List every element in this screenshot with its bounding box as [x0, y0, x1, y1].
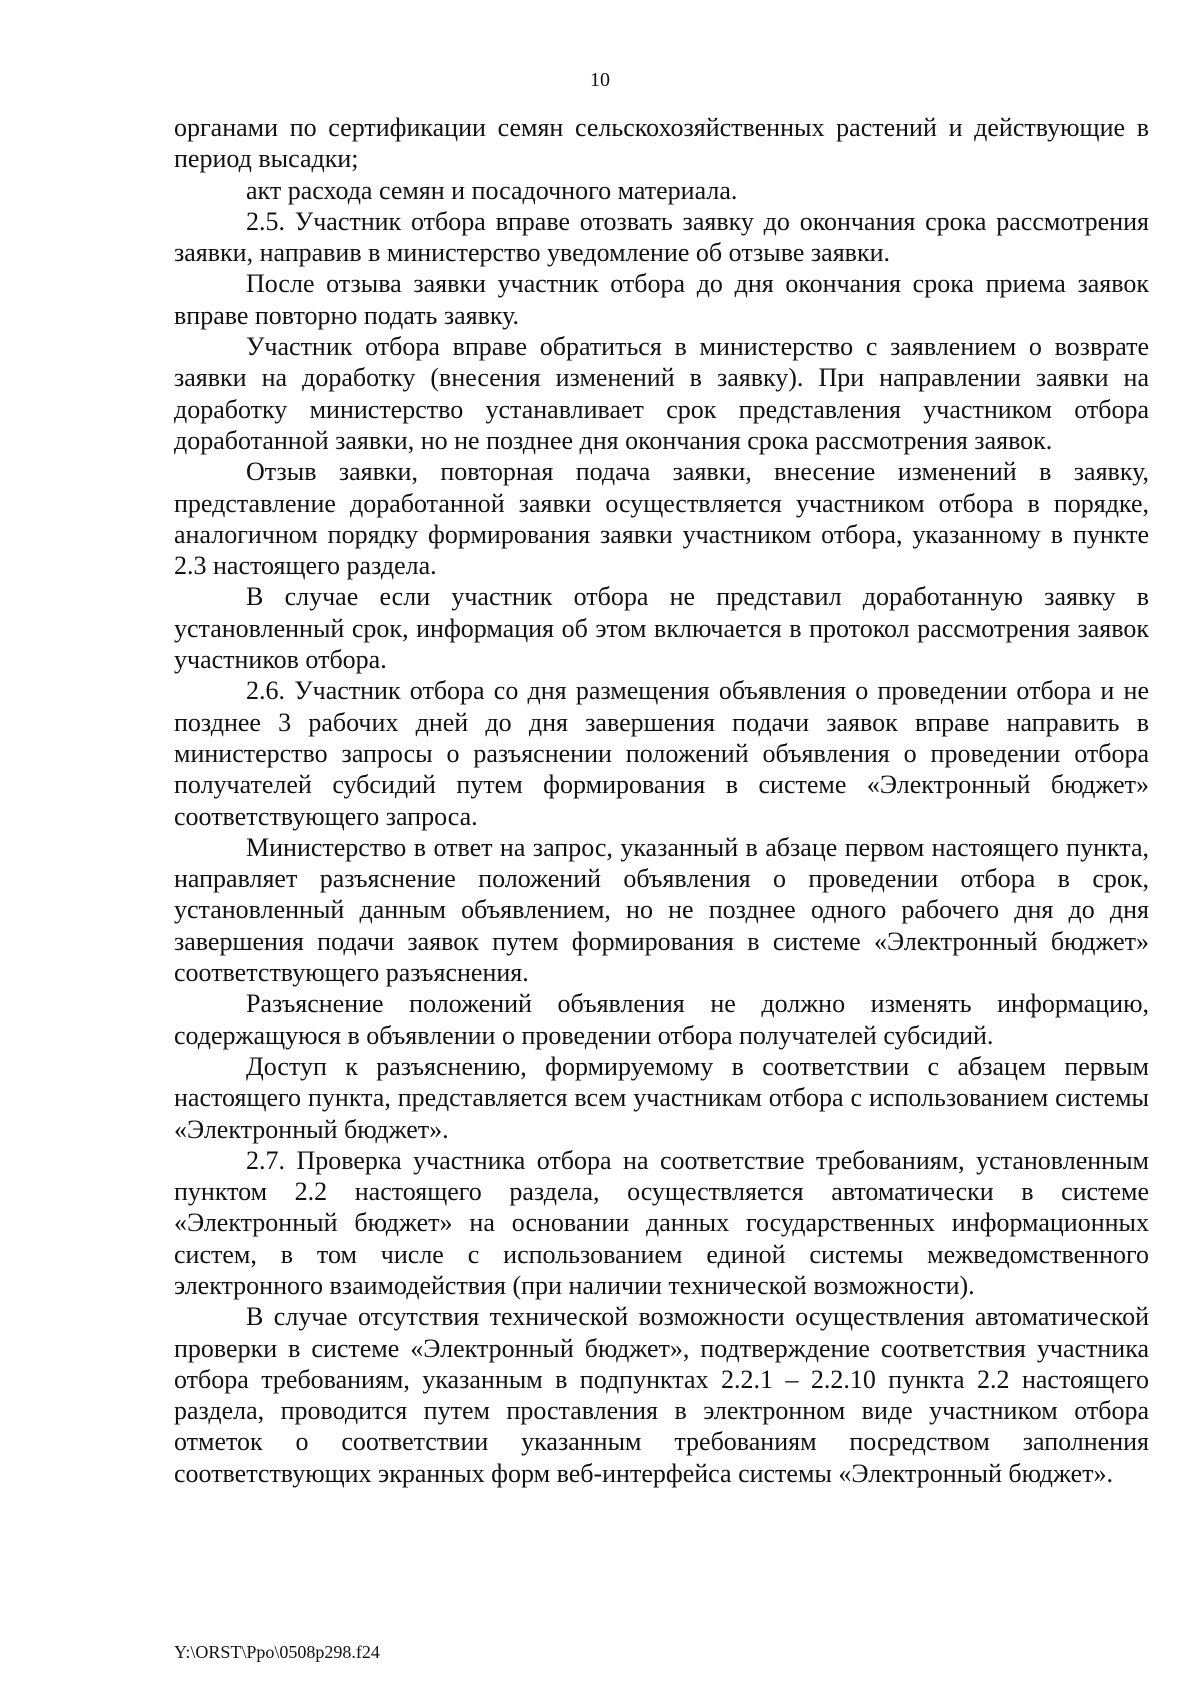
paragraph-resubmission: После отзыва заявки участник отбора до дня окончания срока приема заявок вправе повторно подать заявку.: [174, 269, 1149, 330]
paragraph-2-6: 2.6. Участник отбора со дня размещения объявления о проведении отбора и не позднее 3 рабочих дней до дня завершения подачи заявок вправе направить в министерство запросы о разъяснении положений объявления о проведении отбора получателей субсидий путем формирования в системе «Электронный бюджет» соответствующего запроса.: [174, 676, 1149, 831]
paragraph-withdrawal-procedure: Отзыв заявки, повторная подача заявки, внесение изменений в заявку, представление доработанной заявки осуществляется участником отбора в порядке, аналогичном порядку формирования заявки участником отбора, указанному в пункте 2.3 настоящего раздела.: [174, 457, 1149, 581]
paragraph-2-7: 2.7. Проверка участника отбора на соответствие требованиям, установленным пунктом 2.2 настоящего раздела, осуществляется автоматически в системе «Электронный бюджет» на основании данных государственных информационных систем, в том числе с использованием единой системы межведомственного электронного взаимодействия (при наличии технической возможности).: [174, 1145, 1149, 1300]
paragraph-clarification-access: Доступ к разъяснению, формируемому в соответствии с абзацем первым настоящего пункта, представляется всем участникам отбора с использованием системы «Электронный бюджет».: [174, 1051, 1149, 1144]
document-body: [174, 112, 1149, 1489]
paragraph-not-submitted: В случае если участник отбора не представил доработанную заявку в установленный срок, информация об этом включается в протокол рассмотрения заявок участников отбора.: [174, 582, 1149, 675]
paragraph-seed-consumption-act: акт расхода семян и посадочного материала.: [246, 175, 738, 205]
page-number: 10: [590, 69, 610, 91]
paragraph-manual-verification: В случае отсутствия технической возможности осуществления автоматической проверки в системе «Электронный бюджет», подтверждение соответствия участника отбора требованиям, указанным в подпунктах 2.2.1 – 2.2.10 пункта 2.2 настоящего раздела, проводится путем проставления в электронном виде участником отбора отметок о соответствии указанным требованиям посредством заполнения соответствующих экранных форм веб-интерфейса системы «Электронный бюджет».: [174, 1302, 1149, 1488]
paragraph-2-5: 2.5. Участник отбора вправе отозвать заявку до окончания срока рассмотрения заявки, направив в министерство уведомление об отзыве заявки.: [174, 206, 1149, 268]
paragraph-clarification-limit: Разъяснение положений объявления не должно изменять информацию, содержащуюся в объявлении о проведении отбора получателей субсидий.: [174, 989, 1149, 1050]
paragraph-ministry-response: Министерство в ответ на запрос, указанный в абзаце первом настоящего пункта, направляет разъяснение положений объявления о проведении отбора в срок, установленный данным объявлением, но не позднее одного рабочего дня до дня завершения подачи заявок путем формирования в системе «Электронный бюджет» соответствующего разъяснения.: [174, 832, 1149, 988]
footer-file-path: Y:\ORST\Ppo\0508p298.f24: [174, 1642, 380, 1662]
paragraph-continuation: органами по сертификации семян сельскохозяйственных растений и действующие в период высадки;: [174, 113, 1149, 174]
paragraph-return-for-revision: Участник отбора вправе обратиться в министерство с заявлением о возврате заявки на доработку (внесения изменений в заявку). При направлении заявки на доработку министерство устанавливает срок представления участником отбора доработанной заявки, но не позднее дня окончания срока рассмотрения заявок.: [174, 332, 1149, 455]
